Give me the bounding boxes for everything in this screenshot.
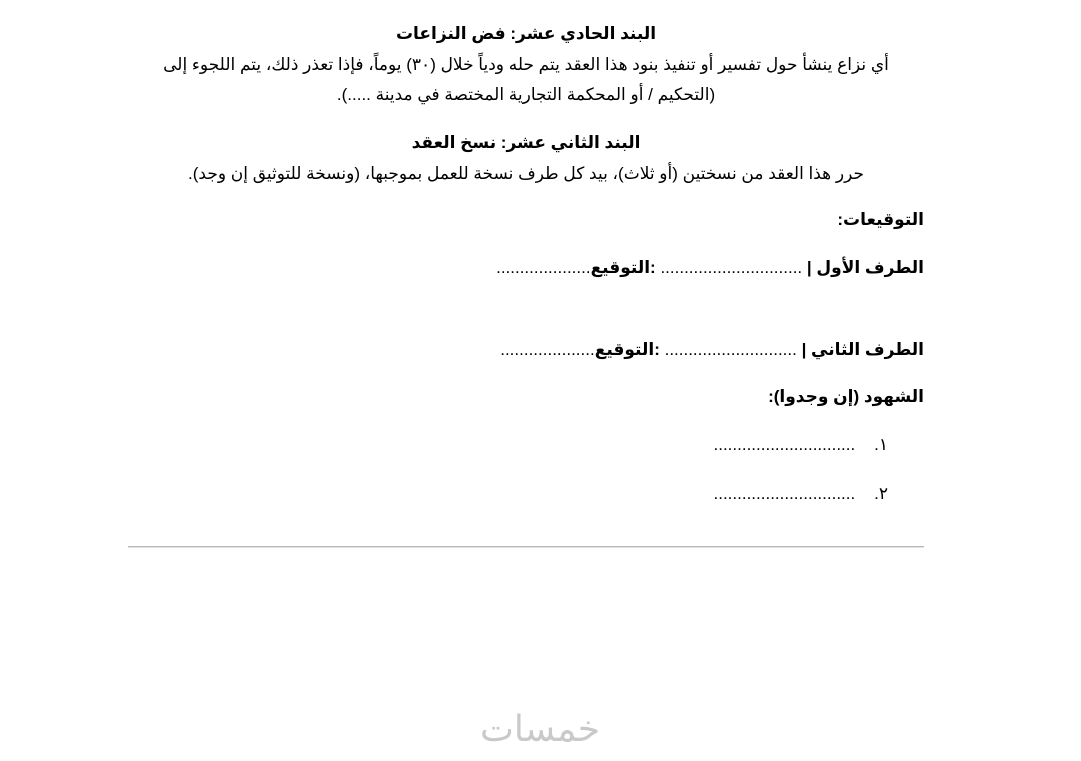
clause-11-text — [128, 50, 924, 110]
witnesses-label: الشهود (إن وجدوا): — [768, 387, 924, 406]
second-party-name-dots: ............................ — [664, 340, 797, 359]
witness-line-2 — [714, 484, 888, 504]
first-party-label: الطرف الأول | — [806, 258, 924, 277]
witness-dots: .............................. — [713, 435, 856, 454]
second-party-label: الطرف الثاني | — [801, 340, 924, 359]
contract-page — [128, 0, 924, 761]
witness-line-1 — [714, 435, 888, 455]
witness-dots: .............................. — [713, 484, 856, 503]
clause-12-title: البند الثاني عشر: نسخ العقد — [411, 133, 641, 152]
first-party-name-dots: .............................. — [660, 258, 803, 277]
signatures-label: التوقيعات: — [837, 210, 924, 229]
clause-11-line-2: (التحكيم / أو المحكمة التجارية المختصة في مدينة .....). — [336, 85, 716, 104]
clause-11-title: البند الحادي عشر: فض النزاعات — [395, 24, 657, 43]
second-party-sign-dots: .................... — [500, 340, 595, 359]
first-party-sign-dots: .................... — [496, 258, 591, 277]
second-party-sign-label: :التوقيع — [594, 340, 660, 359]
clause-11-line-1: أي نزاع ينشأ حول تفسير أو تنفيذ بنود هذا العقد يتم حله ودياً خلال (٣٠) يوماً، فإذا تعذر ذلك، يتم اللجوء إلى — [163, 55, 889, 74]
clause-12-text — [128, 159, 924, 189]
clause-12-line-1: حرر هذا العقد من نسختين (أو ثلاث)، بيد كل طرف نسخة للعمل بموجبها، (ونسخة للتوثيق إن وجد). — [188, 164, 864, 183]
second-party-signature-row — [500, 340, 924, 360]
first-party-sign-label: :التوقيع — [590, 258, 656, 277]
watermark-logo: خمسات — [479, 709, 601, 750]
first-party-signature-row — [496, 258, 924, 278]
witness-number: ١. — [874, 435, 888, 454]
horizontal-divider — [128, 546, 924, 548]
witness-number: ٢. — [874, 484, 888, 503]
